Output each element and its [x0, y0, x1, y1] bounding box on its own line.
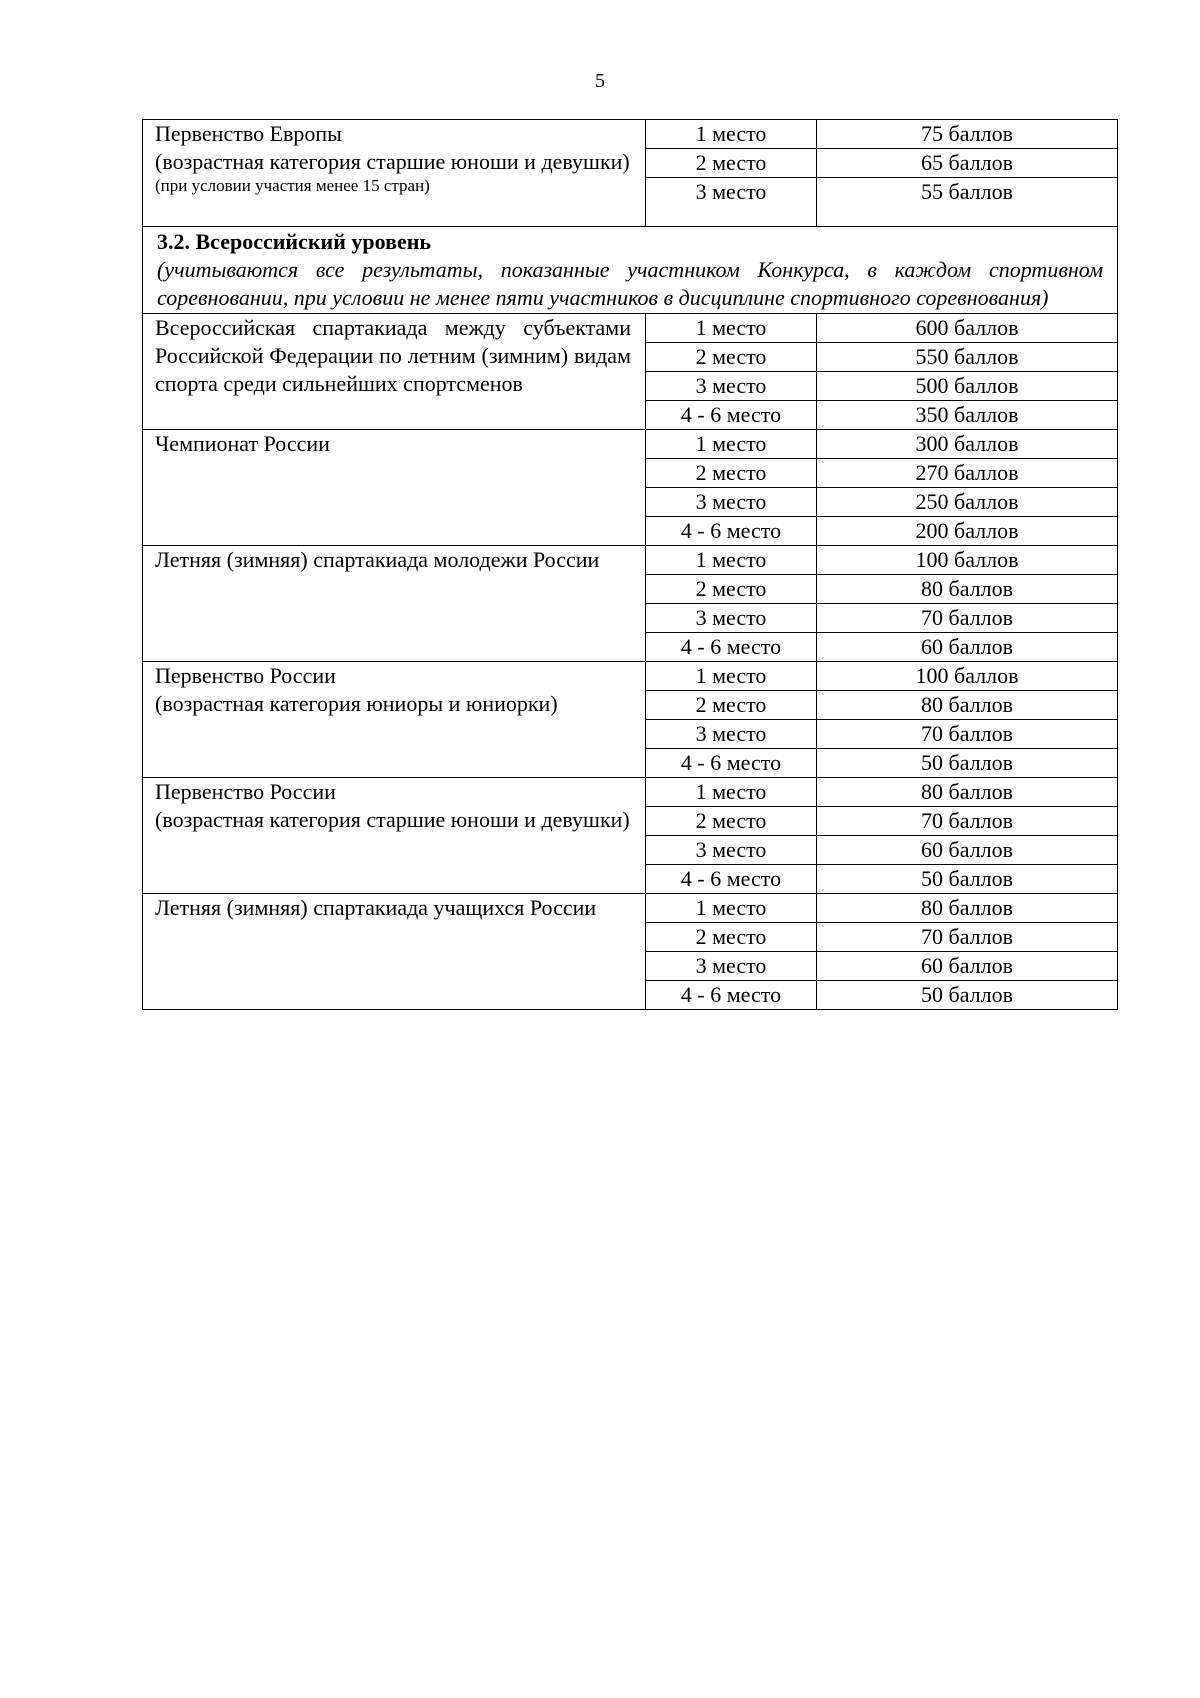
points-cell: 270 баллов: [817, 459, 1118, 488]
place-cell: 2 место: [646, 807, 817, 836]
place-cell: 4 - 6 место: [646, 401, 817, 430]
points-cell: 500 баллов: [817, 372, 1118, 401]
event-cell: [143, 120, 646, 227]
table-row: [143, 314, 1118, 343]
points-cell: 70 баллов: [817, 807, 1118, 836]
place-cell: 1 место: [646, 430, 817, 459]
event-note: (при условии участия менее 15 стран): [155, 176, 430, 195]
event-title: Чемпионат России: [155, 431, 330, 456]
place-cell: 3 место: [646, 178, 817, 227]
points-cell: 75 баллов: [817, 120, 1118, 149]
event-subtitle: (возрастная категория старшие юноши и девушки): [155, 807, 630, 832]
event-title: Всероссийская спартакиада между субъектами Российской Федерации по летним (зимним) видам спорта среди сильнейших спортсменов: [155, 315, 631, 396]
event-title: Первенство России: [155, 663, 336, 688]
place-cell: 2 место: [646, 343, 817, 372]
table-row: [143, 120, 1118, 149]
points-cell: 70 баллов: [817, 923, 1118, 952]
place-cell: 4 - 6 место: [646, 517, 817, 546]
place-cell: 2 место: [646, 923, 817, 952]
place-cell: 4 - 6 место: [646, 633, 817, 662]
event-subtitle: (возрастная категория старшие юноши и девушки): [155, 149, 630, 174]
points-cell: 80 баллов: [817, 691, 1118, 720]
place-cell: 3 место: [646, 952, 817, 981]
table-row: [143, 778, 1118, 807]
event-cell: [143, 314, 646, 430]
table-row: [143, 662, 1118, 691]
place-cell: 3 место: [646, 720, 817, 749]
place-cell: 3 место: [646, 836, 817, 865]
event-title: Летняя (зимняя) спартакиада молодежи России: [155, 547, 600, 572]
points-cell: 70 баллов: [817, 720, 1118, 749]
score-table: [142, 119, 1118, 1010]
points-cell: 50 баллов: [817, 749, 1118, 778]
place-cell: 1 место: [646, 894, 817, 923]
points-cell: 200 баллов: [817, 517, 1118, 546]
event-title: Первенство России: [155, 779, 336, 804]
points-cell: 600 баллов: [817, 314, 1118, 343]
place-cell: 1 место: [646, 662, 817, 691]
place-cell: 3 место: [646, 372, 817, 401]
place-cell: 3 место: [646, 488, 817, 517]
points-cell: 100 баллов: [817, 546, 1118, 575]
points-cell: 50 баллов: [817, 981, 1118, 1010]
points-cell: 80 баллов: [817, 575, 1118, 604]
points-cell: 300 баллов: [817, 430, 1118, 459]
event-cell: [143, 662, 646, 778]
points-cell: 55 баллов: [817, 178, 1118, 227]
place-cell: 4 - 6 место: [646, 865, 817, 894]
points-cell: 550 баллов: [817, 343, 1118, 372]
place-cell: 1 место: [646, 314, 817, 343]
place-cell: 3 место: [646, 604, 817, 633]
place-cell: 2 место: [646, 149, 817, 178]
place-cell: 2 место: [646, 691, 817, 720]
points-cell: 100 баллов: [817, 662, 1118, 691]
points-cell: 60 баллов: [817, 952, 1118, 981]
event-cell: [143, 894, 646, 1010]
section-title: 3.2. Всероссийский уровень: [157, 229, 432, 254]
points-cell: 50 баллов: [817, 865, 1118, 894]
event-title: Первенство Европы: [155, 121, 342, 146]
table-row: [143, 546, 1118, 575]
event-title: Летняя (зимняя) спартакиада учащихся России: [155, 895, 597, 920]
points-cell: 65 баллов: [817, 149, 1118, 178]
points-cell: 80 баллов: [817, 894, 1118, 923]
event-cell: [143, 778, 646, 894]
page-number: 5: [595, 70, 605, 92]
points-cell: 80 баллов: [817, 778, 1118, 807]
place-cell: 4 - 6 место: [646, 981, 817, 1010]
points-cell: 70 баллов: [817, 604, 1118, 633]
points-cell: 60 баллов: [817, 633, 1118, 662]
place-cell: 1 место: [646, 120, 817, 149]
event-cell: [143, 546, 646, 662]
place-cell: 2 место: [646, 575, 817, 604]
points-cell: 250 баллов: [817, 488, 1118, 517]
place-cell: 2 место: [646, 459, 817, 488]
table-row: [143, 430, 1118, 459]
section-row: [143, 227, 1118, 314]
section-description: (учитываются все результаты, показанные участником Конкурса, в каждом спортивном соревновании, при условии не менее пяти участников в дисциплине спортивного соревнования): [157, 257, 1103, 310]
points-cell: 350 баллов: [817, 401, 1118, 430]
place-cell: 1 место: [646, 778, 817, 807]
event-subtitle: (возрастная категория юниоры и юниорки): [155, 691, 558, 716]
place-cell: 1 место: [646, 546, 817, 575]
place-cell: 4 - 6 место: [646, 749, 817, 778]
table-row: [143, 894, 1118, 923]
section-cell: [143, 227, 1118, 314]
event-cell: [143, 430, 646, 546]
points-cell: 60 баллов: [817, 836, 1118, 865]
